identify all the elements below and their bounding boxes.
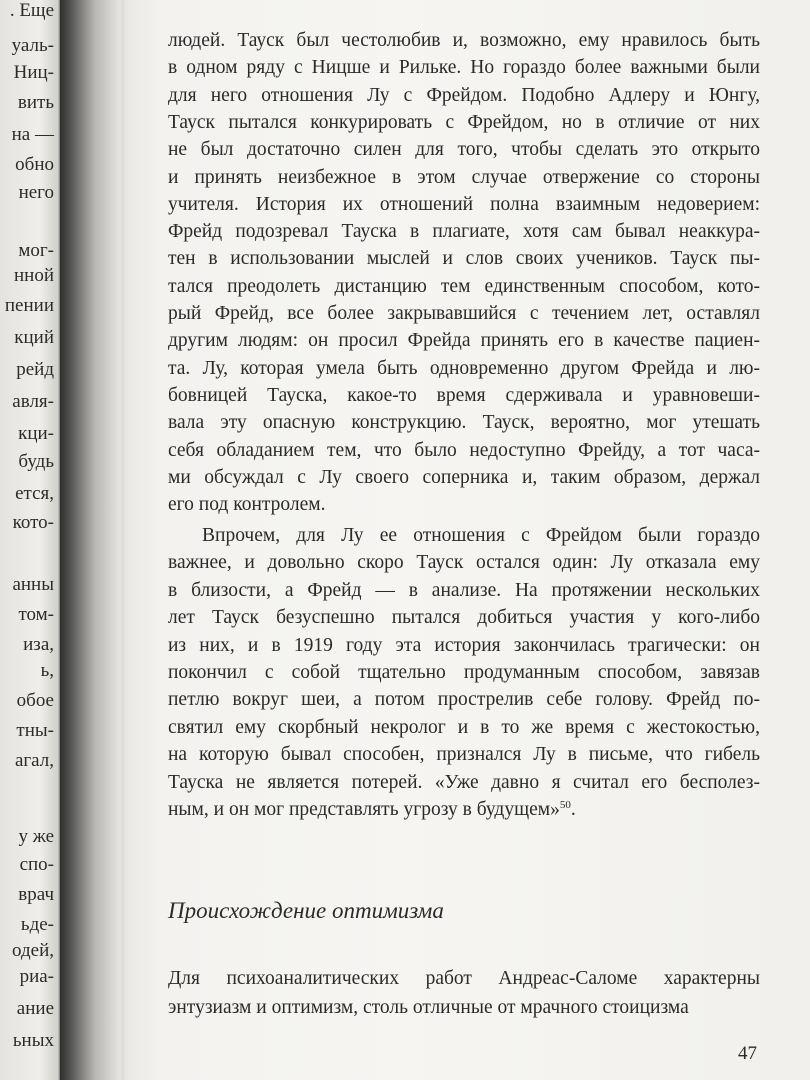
line-text: энтузиазм и оптимизм, столь отличные от мрачного стоицизма [168, 997, 689, 1018]
left-page-text-fragment: тны- [16, 720, 54, 741]
left-page-text-fragment: кций [14, 327, 54, 348]
left-page-text-fragment: нной [13, 265, 54, 286]
line-text: Для психоаналитических работ Андреас-Саломе характерны [168, 968, 760, 989]
line-text: тался преодолеть дистанцию тем единственным способом, кото- [168, 275, 760, 297]
left-page-text-fragment: анны [12, 574, 54, 595]
line-text: рый Фрейд, все более закрывавшийся с течением лет, оставлял [168, 303, 760, 324]
left-page-text-fragment: ется, [15, 483, 54, 504]
left-page-text-fragment: спо- [19, 854, 54, 875]
text-line [168, 192, 760, 218]
line-text: Тауска не является потерей. «Уже давно я считал его бесполез- [168, 771, 760, 793]
text-line [168, 219, 760, 245]
left-page-text-fragment: том- [18, 604, 54, 625]
left-page-text-fragment: иза, [23, 634, 54, 655]
left-page-text-fragment: будь [18, 451, 54, 472]
line-text: ми обсуждал с Лу своего соперника и, таким образом, держал [168, 466, 760, 488]
footnote-reference: 50 [559, 799, 571, 811]
line-text: Впрочем, для Лу ее отношения с Фрейдом были гораздо [202, 525, 760, 546]
text-line [168, 110, 760, 136]
text-line [168, 797, 760, 823]
line-text: та. Лу, которая умела быть одновременно другом Фрейда и лю- [168, 357, 760, 379]
left-page-text-fragment: обно [15, 154, 54, 175]
line-text: петлю вокруг шеи, а потом прострелив себе голову. Фрейд по- [168, 689, 760, 711]
left-page-text-fragment: ьных [12, 1030, 54, 1051]
text-line [168, 465, 760, 491]
left-page-text-fragment: мог- [18, 240, 54, 261]
text-line [168, 246, 760, 272]
text-line [168, 578, 760, 604]
left-page-text-fragment: уаль- [11, 35, 54, 56]
line-text: ным, и он мог представлять угрозу в будущем» [168, 799, 560, 820]
left-page-text-fragment: врач [18, 884, 54, 905]
line-text: святил ему скорбный некролог и в то же время с жестокостью, [168, 716, 760, 738]
text-line [168, 28, 760, 54]
left-page-text-fragment: обое [16, 690, 54, 711]
line-text: себя обладанием тем, что было недоступно Фрейду, а тот часа- [168, 439, 760, 461]
text-line [168, 715, 760, 741]
line-text: бовницей Тауска, какое-то время сдерживала и уравновеши- [168, 384, 760, 406]
left-page-text-fragment: одей, [12, 940, 54, 961]
left-page-text-fragment: агал, [14, 750, 54, 771]
text-line [168, 550, 760, 576]
text-line [168, 492, 760, 518]
text-line [168, 410, 760, 436]
previous-page-edge [0, 0, 60, 1080]
line-text: Тауск пытался конкурировать с Фрейдом, но в отличие от них [168, 111, 760, 133]
text-line [168, 356, 760, 382]
text-line [168, 660, 760, 686]
text-line [168, 83, 760, 109]
line-text: и принять неизбежное в этом случае отвержение со стороны [168, 166, 760, 188]
text-line [168, 966, 760, 992]
left-page-text-fragment: кото- [12, 512, 54, 533]
left-page-text-fragment: ь, [40, 660, 54, 681]
line-text: его под контролем. [168, 494, 326, 516]
text-line [168, 742, 760, 768]
left-page-text-fragment: у же [18, 826, 54, 847]
line-text: лет Тауск безуспешно пытался добиться участия у кого-либо [168, 607, 760, 629]
line-text: покончил с собой тщательно продуманным способом, завязав [168, 662, 760, 683]
left-page-text-fragment: вить [17, 92, 54, 113]
left-page-text-fragment: . Еще [9, 0, 54, 21]
line-text: в близости, а Фрейд — в анализе. На протяжении нескольких [168, 579, 760, 601]
line-text: для него отношения Лу с Фрейдом. Подобно Адлеру и Юнгу, [168, 84, 760, 106]
left-page-text-fragment: него [18, 182, 54, 203]
line-text: из них, и в 1919 году эта история закончилась трагически: он [168, 634, 760, 656]
left-page-text-fragment: кци- [18, 423, 54, 444]
section-heading: Происхождение оптимизма [168, 898, 444, 923]
text-line [168, 438, 760, 464]
text-line [202, 523, 760, 549]
text-line [168, 165, 760, 191]
text-line [168, 605, 760, 631]
page-number: 47 [738, 1043, 757, 1064]
text-line [168, 328, 760, 354]
left-page-text-fragment: авля- [12, 391, 54, 412]
left-page-text-fragment: ьде- [20, 914, 54, 935]
line-text: не был достаточно силен для того, чтобы сделать это открыто [168, 139, 760, 161]
text-line [168, 687, 760, 713]
left-page-text-fragment: пении [4, 295, 54, 316]
line-text: другим людям: он просил Фрейда принять его в качестве пациен- [168, 330, 760, 352]
text-line [168, 995, 760, 1021]
text-line [168, 633, 760, 659]
line-text: в одном ряду с Ницше и Рильке. Но гораздо более важными были [168, 57, 760, 79]
line-text: тен в использовании мыслей и слов своих учеников. Тауск пы- [168, 248, 760, 270]
left-page-text-fragment: рейд [16, 359, 54, 380]
text-line [168, 55, 760, 81]
sentence-end: . [570, 799, 576, 820]
left-page-text-fragment: ание [16, 998, 54, 1019]
line-text: учителя. История их отношений полна взаимным недоверием: [168, 193, 760, 215]
text-line [168, 274, 760, 300]
text-line [168, 770, 760, 796]
line-text: важнее, и довольно скоро Тауск остался один: Лу отказала ему [168, 552, 760, 574]
left-page-text-fragment: на — [11, 124, 54, 145]
line-text: людей. Тауск был честолюбив и, возможно, ему нравилось быть [168, 30, 760, 51]
text-line [168, 137, 760, 163]
line-text: на которую бывал способен, признался Лу в письме, что гибель [168, 744, 760, 766]
left-page-text-fragment: Ниц- [13, 62, 54, 83]
line-text: Фрейд подозревал Тауска в плагиате, хотя сам бывал неаккура- [168, 221, 760, 243]
line-text: вала эту опасную конструкцию. Тауск, вероятно, мог утешать [168, 412, 760, 434]
text-line [168, 301, 760, 327]
text-line [168, 383, 760, 409]
left-page-text-fragment: риа- [19, 966, 54, 987]
book-page [120, 0, 810, 1080]
